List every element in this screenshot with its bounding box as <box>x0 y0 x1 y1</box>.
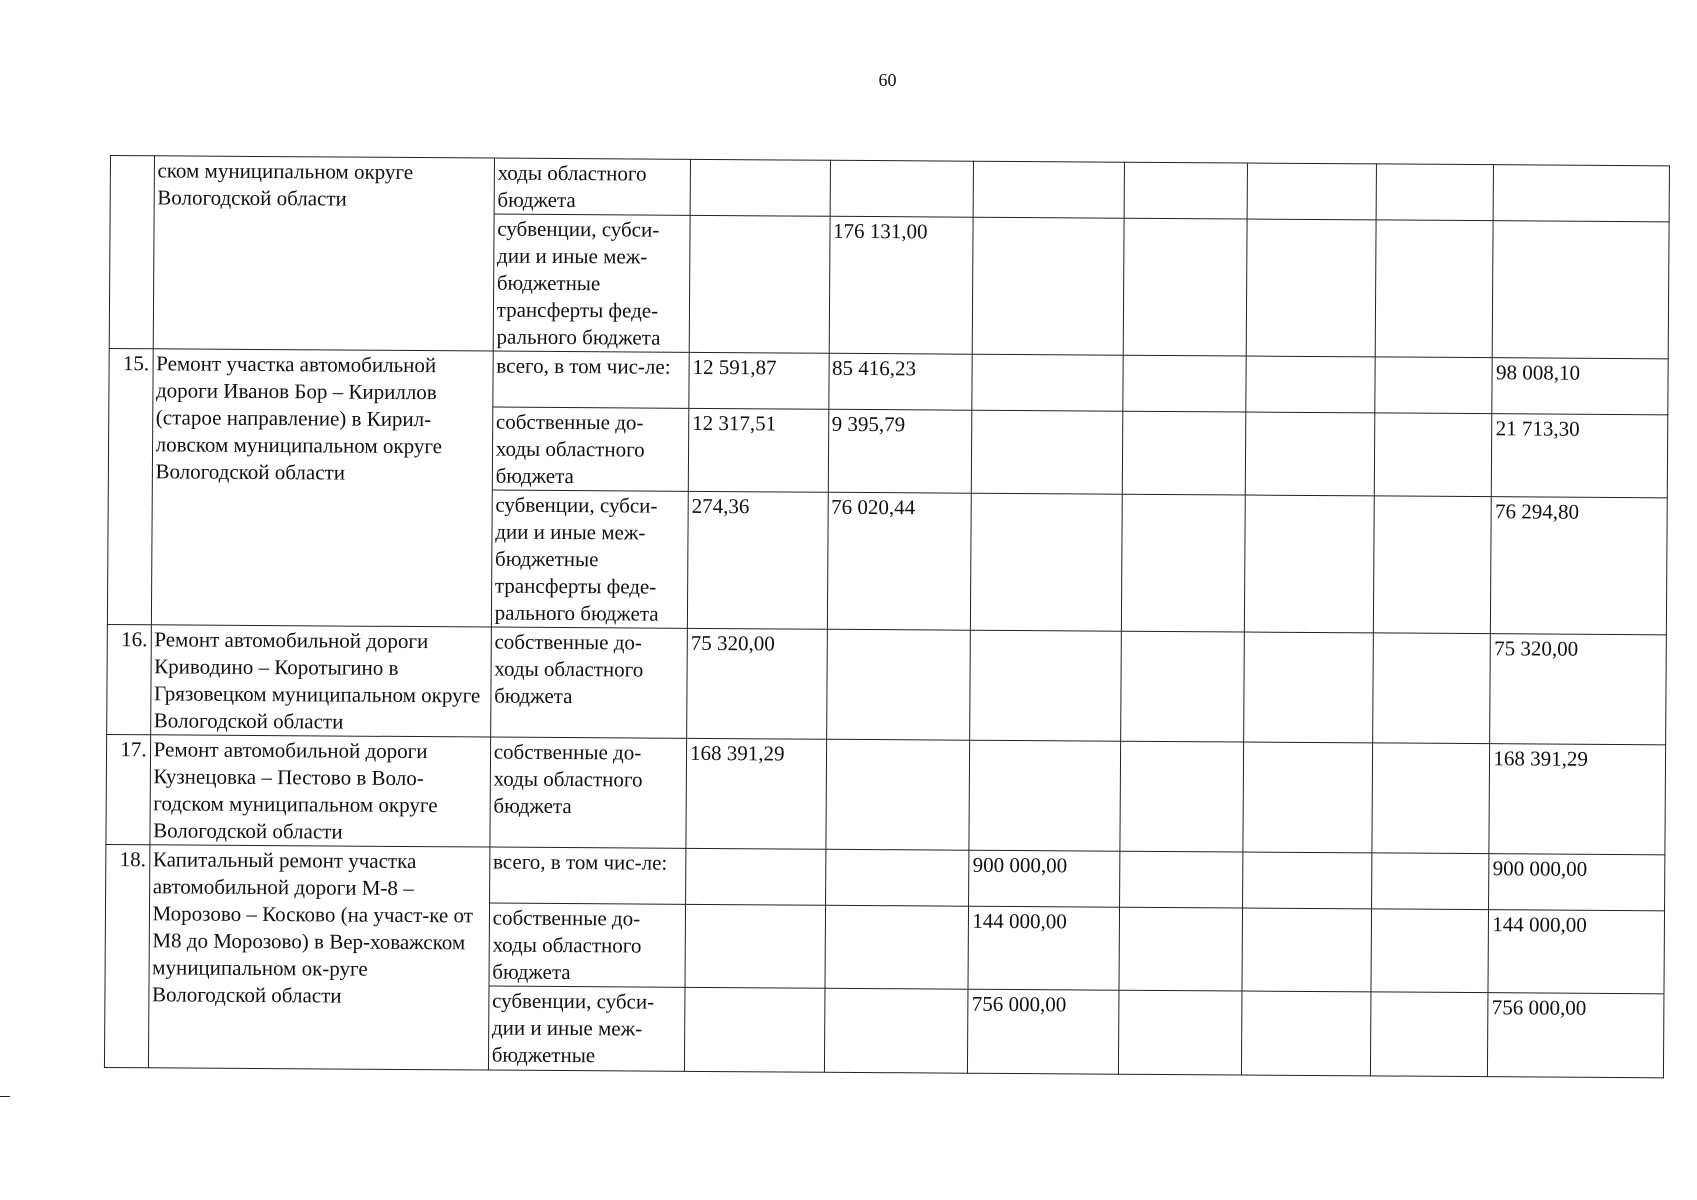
row-number: 15. <box>107 348 152 624</box>
amount-cell <box>1241 991 1370 1076</box>
amount-cell: 900 000,00 <box>1489 854 1665 911</box>
amount-cell <box>973 217 1124 355</box>
amount-cell <box>971 493 1122 631</box>
funding-source: субвенции, субси-дии и иные меж-бюджетные трансферты феде-рального бюджета <box>491 490 688 628</box>
amount-cell <box>1243 742 1372 853</box>
amount-cell <box>1119 907 1243 991</box>
amount-cell <box>1372 743 1490 854</box>
funding-source: субвенции, субси-дии и иные меж-бюджетные <box>488 986 685 1071</box>
amount-cell: 76 294,80 <box>1491 497 1667 635</box>
amount-cell <box>970 630 1121 741</box>
page-number: 60 <box>878 70 897 90</box>
amount-cell <box>1372 633 1490 744</box>
funding-source: субвенции, субси-дии и иные меж-бюджетные трансферты феде-рального бюджета <box>493 214 690 352</box>
funding-source: собственные до-ходы областного бюджета <box>489 903 686 987</box>
row-number: 17. <box>106 734 150 844</box>
amount-cell <box>1120 741 1244 852</box>
margin-mark <box>0 1096 10 1097</box>
amount-cell: 21 713,30 <box>1492 414 1668 498</box>
amount-cell <box>1374 413 1492 497</box>
amount-cell: 75 320,00 <box>687 628 827 739</box>
amount-cell <box>1246 356 1375 413</box>
amount-cell: 274,36 <box>687 491 827 629</box>
amount-cell <box>1118 990 1242 1075</box>
amount-cell <box>1376 164 1494 221</box>
amount-cell: 98 008,10 <box>1492 358 1668 415</box>
amount-cell <box>1121 494 1245 632</box>
amount-cell <box>969 740 1120 851</box>
amount-cell <box>1375 220 1494 358</box>
amount-cell <box>974 161 1125 218</box>
amount-cell <box>1244 632 1373 743</box>
amount-cell: 144 000,00 <box>1488 910 1664 994</box>
row-number <box>109 156 154 349</box>
amount-cell <box>1242 908 1371 992</box>
amount-cell <box>972 354 1123 411</box>
amount-cell: 9 395,79 <box>828 409 972 493</box>
amount-cell <box>1494 165 1670 222</box>
amount-cell <box>972 410 1123 494</box>
amount-cell <box>1247 163 1376 220</box>
amount-cell <box>825 739 970 850</box>
amount-cell: 756 000,00 <box>1488 993 1664 1078</box>
object-name: ском муниципальном округе Вологодской области <box>153 156 494 351</box>
amount-cell <box>1122 411 1246 495</box>
amount-cell <box>824 905 968 989</box>
amount-cell <box>690 159 830 216</box>
amount-cell <box>1120 631 1244 742</box>
amount-cell: 168 391,29 <box>686 738 826 849</box>
amount-cell: 900 000,00 <box>969 850 1120 907</box>
table-row <box>106 844 1665 910</box>
amount-cell <box>825 849 969 906</box>
funding-source: собственные до-ходы областного бюджета <box>490 627 687 738</box>
amount-cell: 85 416,23 <box>828 353 972 410</box>
amount-cell <box>1373 496 1492 634</box>
amount-cell: 75 320,00 <box>1490 634 1666 745</box>
table-row <box>106 734 1666 854</box>
amount-cell: 176 131,00 <box>829 216 974 354</box>
object-name: Ремонт участка автомобильной дороги Иванов Бор – Кириллов (старое направление) в Кирил-ловском муниципальном округе Вологодской области <box>151 349 493 627</box>
amount-cell <box>1244 495 1374 633</box>
amount-cell <box>684 987 824 1072</box>
amount-cell: 168 391,29 <box>1489 744 1665 855</box>
budget-table <box>104 155 1670 1078</box>
amount-cell <box>826 629 971 740</box>
row-number: 16. <box>107 624 151 734</box>
amount-cell: 76 020,44 <box>827 492 972 630</box>
funding-source: всего, в том чис-ле: <box>493 351 690 408</box>
table-row <box>107 624 1667 744</box>
amount-cell: 144 000,00 <box>968 906 1119 990</box>
amount-cell: 756 000,00 <box>968 989 1119 1074</box>
amount-cell <box>1370 992 1488 1077</box>
amount-cell <box>830 160 974 217</box>
amount-cell <box>1243 852 1372 909</box>
table-row <box>109 348 1668 414</box>
table-row <box>110 156 1669 222</box>
amount-cell: 12 317,51 <box>688 408 828 492</box>
amount-cell <box>1124 162 1248 219</box>
object-name: Капитальный ремонт участка автомобильной дороги М-8 – Морозово – Косково (на участ-ке от М8 до Морозово) в Вер-ховажском муниципальном ок-руге Вологодской области <box>148 845 490 1070</box>
amount-cell <box>1245 412 1374 496</box>
amount-cell <box>1493 221 1669 359</box>
object-name: Ремонт автомобильной дороги Криводино – Коротыгино в Грязовецком муниципальном округе Вологодской области <box>150 625 491 737</box>
amount-cell <box>1371 853 1489 910</box>
funding-source: ходы областного бюджета <box>494 158 691 215</box>
amount-cell <box>686 848 826 905</box>
amount-cell: 12 591,87 <box>689 352 829 409</box>
amount-cell <box>685 904 825 988</box>
amount-cell <box>1123 355 1247 412</box>
amount-cell <box>1374 357 1492 414</box>
object-name: Ремонт автомобильной дороги Кузнецовка – Пестово в Воло-годском муниципальном округе Вологодской области <box>150 735 491 847</box>
row-number: 18. <box>104 844 149 1067</box>
funding-source: собственные до-ходы областного бюджета <box>490 737 687 848</box>
amount-cell <box>689 215 829 353</box>
amount-cell <box>824 988 968 1073</box>
amount-cell <box>1371 909 1489 993</box>
amount-cell <box>1119 851 1243 908</box>
amount-cell <box>1246 219 1376 357</box>
funding-source: всего, в том чис-ле: <box>489 847 686 904</box>
table-body <box>104 156 1669 1078</box>
funding-source: собственные до-ходы областного бюджета <box>492 407 689 491</box>
amount-cell <box>1123 218 1247 356</box>
